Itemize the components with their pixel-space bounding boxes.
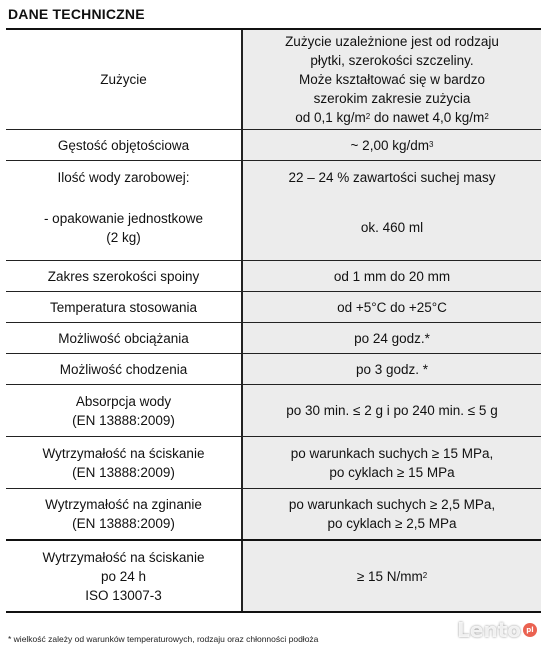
row-label-text: Wytrzymałość na ściskanie <box>42 549 205 565</box>
table-row <box>6 385 541 437</box>
row-value-text: po cyklach ≥ 15 MPa <box>329 464 455 480</box>
row-value-line: szerokim zakresie zużycia <box>313 91 471 106</box>
row-label <box>6 541 243 611</box>
row-value <box>243 30 541 129</box>
value-part: od 0,1 kg/m <box>295 110 366 125</box>
row-value-text <box>357 567 427 586</box>
table-row <box>6 489 541 541</box>
row-label <box>6 292 243 322</box>
row-value <box>243 437 541 488</box>
table-row <box>6 30 541 130</box>
table-row <box>6 261 541 292</box>
row-label-text: - opakowanie jednostkowe <box>43 210 204 226</box>
row-value-line: płytki, szerokości szczeliny. <box>310 53 474 68</box>
row-label <box>6 437 243 488</box>
row-label-text: Wytrzymałość na zginanie <box>45 497 202 512</box>
row-value-text: od 1 mm do 20 mm <box>333 268 451 284</box>
row-label-text: Ilość wody zarobowej: <box>57 170 190 185</box>
row-value <box>243 354 541 384</box>
row-label-text: (2 kg) <box>106 229 141 245</box>
table-row <box>6 130 541 161</box>
table-row <box>6 437 541 489</box>
row-label-text: Absorpcja wody <box>75 393 172 409</box>
section-title: DANE TECHNICZNE <box>8 6 145 22</box>
value-part: do nawet 4,0 kg/m <box>370 110 485 125</box>
row-value-line: Może kształtować się w bardzo <box>298 72 486 87</box>
row-value-line <box>295 108 489 127</box>
row-value-text: po 24 godz.* <box>354 330 430 346</box>
superscript: 2 <box>484 112 489 121</box>
row-label-text: (EN 13888:2009) <box>72 464 175 480</box>
watermark-text: Lento <box>457 618 521 642</box>
row-value <box>243 161 541 260</box>
row-label-text: Wytrzymałość na ściskanie <box>42 445 205 461</box>
row-value <box>243 489 541 539</box>
row-label-text: Temperatura stosowania <box>49 299 198 315</box>
table-row <box>6 354 541 385</box>
watermark-badge: pl <box>523 623 537 637</box>
row-label <box>6 489 243 539</box>
table-row <box>6 541 541 613</box>
row-label-text: Zakres szerokości spoiny <box>47 268 200 284</box>
value-part: ≥ 15 N/mm <box>356 568 423 584</box>
footnote: * wielkość zależy od warunków temperaturowych, rodzaju oraz chłonności podłoża <box>8 634 319 644</box>
superscript: 2 <box>365 112 371 121</box>
row-label-text: Możliwość obciążania <box>58 330 189 346</box>
row-label-text: (EN 13888:2009) <box>72 412 175 428</box>
row-value <box>243 130 541 160</box>
table-row <box>6 161 541 261</box>
row-value <box>243 541 541 611</box>
row-label <box>6 354 243 384</box>
row-label-text: (EN 13888:2009) <box>72 516 175 531</box>
technical-data-table <box>6 28 541 613</box>
superscript: 3 <box>428 139 434 149</box>
row-label-text: Gęstość objętościowa <box>57 137 190 153</box>
row-value-text: po warunkach suchych ≥ 2,5 MPa, <box>288 497 496 512</box>
row-value-text: po 3 godz. * <box>355 361 429 377</box>
table-row <box>6 323 541 354</box>
watermark-logo <box>457 618 537 642</box>
row-label <box>6 261 243 291</box>
value-part: ~ 2,00 kg/dm <box>350 137 429 153</box>
row-label-text: ISO 13007-3 <box>85 587 162 603</box>
superscript: 2 <box>422 570 428 580</box>
row-value-line: Zużycie uzależnione jest od rodzaju <box>285 34 499 49</box>
row-value <box>243 292 541 322</box>
row-label <box>6 30 243 129</box>
row-value-text: ok. 460 ml <box>360 220 424 235</box>
row-label-text: Możliwość chodzenia <box>59 361 188 377</box>
row-value <box>243 323 541 353</box>
row-label <box>6 323 243 353</box>
row-value-text: po warunkach suchych ≥ 15 MPa, <box>290 445 494 461</box>
row-value <box>243 261 541 291</box>
row-label <box>6 130 243 160</box>
row-value <box>243 385 541 436</box>
row-value-text: po cyklach ≥ 2,5 MPa <box>327 516 457 531</box>
row-label <box>6 385 243 436</box>
row-value-text <box>351 136 434 155</box>
row-value-text: od +5°C do +25°C <box>337 299 447 315</box>
row-value-text: 22 – 24 % zawartości suchej masy <box>288 170 496 185</box>
row-label-text: po 24 h <box>100 568 147 584</box>
row-label-text: Zużycie <box>100 72 147 87</box>
row-value-text: po 30 min. ≤ 2 g i po 240 min. ≤ 5 g <box>286 403 498 418</box>
table-row <box>6 292 541 323</box>
row-label <box>6 161 243 260</box>
